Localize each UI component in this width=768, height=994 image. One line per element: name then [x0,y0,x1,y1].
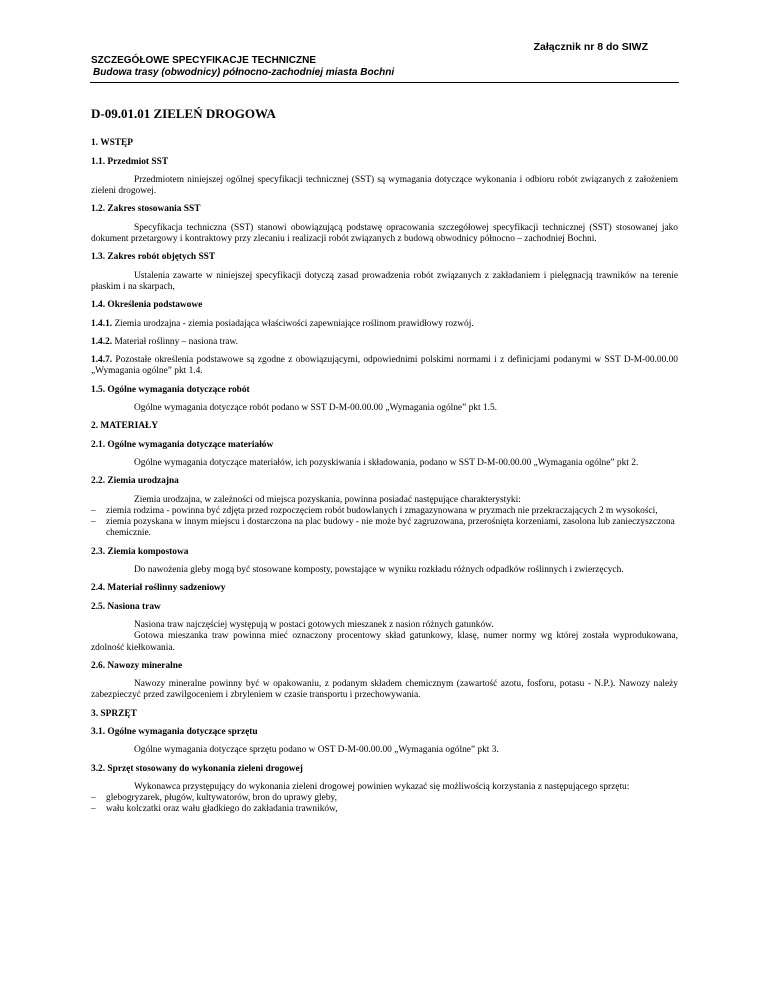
section-1-3-heading: 1.3. Zakres robót objętych SST [91,252,216,263]
section-1-5-heading: 1.5. Ogólne wymagania dotyczące robót [91,384,250,395]
section-3-2-heading: 3.2. Sprzęt stosowany do wykonania zieleni drogowej [91,763,303,774]
section-2-5-text-1: Nasiona traw najczęściej występują w postaci gotowych mieszanek z nasion różnych gatunków. [134,619,494,630]
section-2-5-heading: 2.5. Nasiona traw [91,601,161,612]
definition-number: 1.4.2. [91,336,113,347]
spec-title: SZCZEGÓŁOWE SPECYFIKACJE TECHNICZNE [91,55,317,66]
section-2-heading: 2. MATERIAŁY [91,421,159,432]
section-1-heading: 1. WSTĘP [91,138,134,149]
section-2-1-heading: 2.1. Ogólne wymagania dotyczące materiałów [91,439,274,450]
section-2-5-text-2: Gotowa mieszanka traw powinna mieć oznaczony procentowy skład gatunkowy, klasę, numer normy wg której została wyprodukowana, zdolność kiełkowania. [91,631,678,653]
section-2-2-text: Ziemia urodzajna, w zależności od miejsca pozyskania, powinna posiadać następujące charakterystyki: [134,494,521,505]
soil-requirements-list [91,506,678,540]
document-title: D-09.01.01 ZIELEŃ DROGOWA [91,106,276,121]
definition-number: 1.4.7. [91,355,113,366]
section-2-6-text: Nawozy mineralne powinny być w opakowaniu, z podanym składem chemicznym (zawartość azotu, fosforu, potasu - N.P.). Nawozy należy zabezpieczyć przed zawilgoceniem i zbryleniem w czasie transportu i przechowywania. [91,679,678,701]
definition-1-4-7 [91,355,678,378]
list-item: – ziemia rodzima - powinna być zdjęta przed rozpoczęciem robót budowlanych i zmagazynowana w pryzmach nie przekraczających 2 m wysokości, [91,506,678,517]
definition-number: 1.4.1. [91,318,113,329]
section-2-3-heading: 2.3. Ziemia kompostowa [91,546,189,557]
section-1-1-text: Przedmiotem niniejszej ogólnej specyfikacji technicznej (SST) są wymagania dotyczące wykonania i odbioru robót związanych z założeniem zieleni drogowej. [91,174,678,197]
section-1-2-text: Specyfikacja techniczna (SST) stanowi obowiązującą podstawę opracowania szczegółowej specyfikacji technicznej (SST) stosowanej jako dokument przetargowy i kontraktowy przy zlecaniu i realizacji robót związanych z budową obwodnicy północno – zachodniej Bochni. [91,222,678,245]
section-1-5-text: Ogólne wymagania dotyczące robót podano w SST D-M-00.00.00 „Wymagania ogólne” pkt 1.5. [134,403,497,414]
document-body [91,108,678,823]
attachment-label: Załącznik nr 8 do SIWZ [533,41,648,53]
equipment-list [91,793,678,816]
definition-text: Ziemia urodzajna - ziemia posiadająca właściwości zapewniające roślinom prawidłowy rozwój. [114,318,474,329]
section-1-4-heading: 1.4. Określenia podstawowe [91,300,203,311]
section-2-4-heading: 2.4. Materiał roślinny sadzeniowy [91,583,226,594]
section-1-1-heading: 1.1. Przedmiot SST [91,156,169,167]
section-3-1-text: Ogólne wymagania dotyczące sprzętu podano w OST D-M-00.00.00 „Wymagania ogólne” pkt 3. [134,745,499,756]
section-3-1-heading: 3.1. Ogólne wymagania dotyczące sprzętu [91,726,258,737]
definition-1-4-2 [91,337,678,348]
section-3-heading: 3. SPRZĘT [91,708,137,719]
project-subtitle: Budowa trasy (obwodnicy) północno-zachodniej miasta Bochni [93,67,395,78]
section-2-1-text: Ogólne wymagania dotyczące materiałów, ich pozyskiwania i składowania, podano w SST D-M-00.00.00 „Wymagania ogólne” pkt 2. [134,457,639,468]
section-2-3-text: Do nawożenia gleby mogą być stosowane komposty, powstające w wyniku rozkładu różnych odpadków roślinnych i zwierzęcych. [134,565,624,576]
list-item: – glebogryzarek, pługów, kultywatorów, bron do uprawy gleby, [91,793,678,804]
list-item: – ziemia pozyskana w innym miejscu i dostarczona na plac budowy - nie może być zagruzowana, przerośnięta korzeniami, zasolona lub zanieczyszczona chemicznie. [91,517,678,540]
header-divider [90,82,679,83]
definition-1-4-1 [91,319,678,330]
section-1-3-text: Ustalenia zawarte w niniejszej specyfikacji dotyczą zasad prowadzenia robót związanych z zakładaniem i pielęgnacją trawników na terenie płaskim i na skarpach, [91,270,678,292]
section-2-6-heading: 2.6. Nawozy mineralne [91,660,183,671]
section-1-2-heading: 1.2. Zakres stosowania SST [91,204,201,215]
section-3-2-text: Wykonawca przystępujący do wykonania zieleni drogowej powinien wykazać się możliwością korzystania z następującego sprzętu: [134,781,630,792]
definition-text: Materiał roślinny – nasiona traw. [114,336,239,347]
list-item: – wału kolczatki oraz wału gładkiego do zakładania trawników, [91,804,678,815]
definition-text: Pozostałe określenia podstawowe są zgodne z obowiązującymi, odpowiednimi polskimi normami i z definicjami podanymi w SST D-M-00.00.00 „Wymagania ogólne” pkt 1.4. [91,355,678,377]
section-2-2-heading: 2.2. Ziemia urodzajna [91,476,179,487]
